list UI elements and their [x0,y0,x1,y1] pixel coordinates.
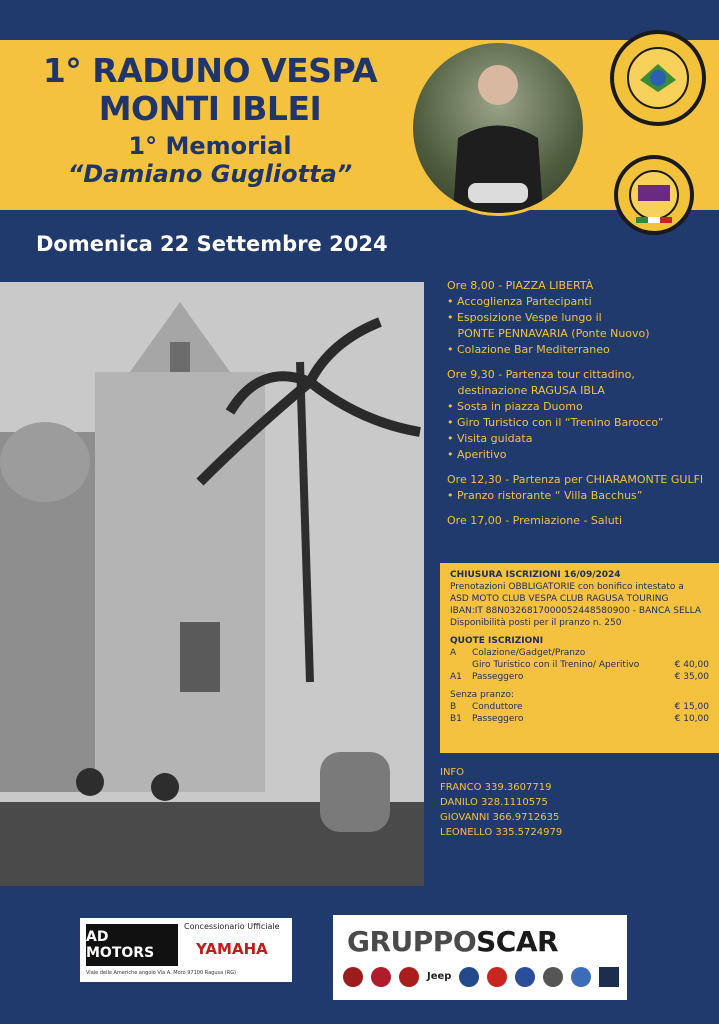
dr-icon [599,967,619,987]
program-item: • Colazione Bar Mediterraneo [447,343,610,356]
gruppo-text: GRUPPO [347,925,477,958]
info-block [440,765,562,840]
program-item: PONTE PENNAVARIA (Ponte Nuovo) [447,327,650,340]
mopar-icon [515,967,535,987]
brand-row [343,967,619,987]
abarth-icon [399,967,419,987]
program-block [447,278,717,358]
sponsor-address: Viale delle Americhe angolo Via A. Moro 97100 Ragusa (RG) [86,970,237,976]
program-block [447,472,717,504]
program-block [447,367,717,463]
senza-pranzo: Senza pranzo: [450,690,514,700]
program-item: • Aperitivo [447,448,507,461]
quote-desc: Conduttore [472,702,523,712]
title-line-2: MONTI IBLEI [98,89,322,128]
quote-price: € 15,00 [674,702,709,712]
title-block [0,52,420,188]
title-line-4: “Damiano Gugliotta” [67,160,353,188]
mg-icon [543,967,563,987]
quote-code: A [450,648,457,658]
quote-desc: Passeggero [472,714,524,724]
quote-row [450,713,709,725]
quote-desc: Colazione/Gadget/Pranzo [472,648,586,658]
cathedral-photo [0,282,424,886]
quote-desc: Giro Turistico con il Trenino/ Aperitivo [472,660,640,670]
sponsor-ad-motors [80,918,292,982]
quote-title: QUOTE ISCRIZIONI [450,636,544,646]
jeep-icon: Jeep [427,971,452,982]
quote-code [450,659,472,671]
gruppo-scar-logo [347,925,558,958]
program-item: • Visita guidata [447,432,533,445]
registration-line: Disponibilità posti per il pranzo n. 250 [450,618,622,628]
alfa-icon [343,967,363,987]
sponsor-tag: Concessionario Ufficiale [184,922,280,931]
quote-price [659,647,709,659]
quote-row [450,671,709,683]
memorial-photo [410,40,586,216]
program-block [447,513,717,529]
quote-price: € 10,00 [674,714,709,724]
title-line-1: 1° RADUNO VESPA [42,51,378,90]
quote-row [450,647,709,659]
fiat-pro-icon [487,967,507,987]
registration-box [440,563,719,753]
quote-row [450,701,709,713]
vespa-club-italia-logo [610,30,706,126]
quote-code: B1 [450,714,462,724]
program-item: • Accoglienza Partecipanti [447,295,592,308]
scar-text: SCAR [476,925,559,958]
event-date: Domenica 22 Settembre 2024 [36,232,388,256]
quote-code: B [450,702,457,712]
registration-line: Prenotazioni OBBLIGATORIE con bonifico intestato a [450,582,684,592]
info-title: INFO [440,767,465,778]
sponsor-gruppo-scar [333,915,627,1000]
contact: FRANCO 339.3607719 [440,782,552,793]
program-item: • Sosta in piazza Duomo [447,400,583,413]
aiways-icon [571,967,591,987]
quote-price: € 35,00 [674,672,709,682]
contact: DANILO 328.1110575 [440,797,548,808]
registration-deadline: CHIUSURA ISCRIZIONI 16/09/2024 [450,570,621,580]
program-item: • Pranzo ristorante “ Villa Bacchus” [447,489,643,502]
program-heading: Ore 12,30 - Partenza per CHIARAMONTE GULFI [447,473,704,486]
program-item: • Giro Turistico con il “Trenino Barocco” [447,416,664,429]
fiat-icon [371,967,391,987]
program-heading: Ore 9,30 - Partenza tour cittadino, [447,368,635,381]
vespa-club-ragusa-logo [614,155,694,235]
program-heading: Ore 8,00 - PIAZZA LIBERTÀ [447,279,594,292]
yamaha-logo: YAMAHA [196,940,268,958]
title-line-3: 1° Memorial [128,132,292,160]
program-heading-2: destinazione RAGUSA IBLA [447,384,605,397]
program-list [447,278,717,538]
registration-line: ASD MOTO CLUB VESPA CLUB RAGUSA TOURING [450,594,669,604]
registration-line: IBAN:IT 88N0326817000052448580900 - BANCA SELLA [450,606,702,616]
contact: GIOVANNI 366.9712635 [440,812,560,823]
program-heading: Ore 17,00 - Premiazione - Saluti [447,514,623,527]
contact: LEONELLO 335.5724979 [440,827,563,838]
quote-desc: Passeggero [472,672,524,682]
quote-row [450,659,709,671]
quote-price: € 40,00 [674,660,709,670]
program-item: • Esposizione Vespe lungo il [447,311,602,324]
quote-code: A1 [450,672,462,682]
lancia-icon [459,967,479,987]
ad-motors-logo: AD MOTORS [86,924,178,966]
